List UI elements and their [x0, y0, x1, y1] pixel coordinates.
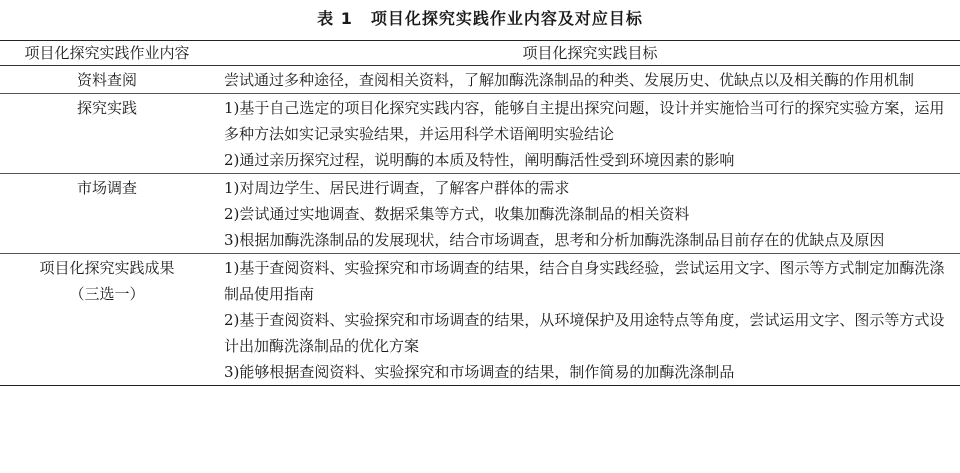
table-header-row: [0, 41, 960, 66]
row-goals-cell: [214, 66, 960, 93]
row-content-label: 项目化探究实践成果: [39, 259, 175, 277]
table-row: [0, 254, 960, 386]
row-goals-cell: [214, 254, 960, 385]
row-content-label: 资料查阅: [76, 71, 137, 89]
row-content-cell: [0, 94, 214, 173]
header-goals: 项目化探究实践目标: [522, 44, 658, 62]
goal-item: 2)尝试通过实地调查、数据采集等方式，收集加酶洗涤制品的相关资料: [224, 205, 690, 223]
table-row: [0, 94, 960, 174]
row-content-label: 市场调查: [76, 179, 137, 197]
row-content-label: 探究实践: [76, 99, 137, 117]
goal-item: 1)基于自己选定的项目化探究实践内容，能够自主提出探究问题，设计并实施恰当可行的探究实验方案，运用多种方法如实记录实验结果，并运用科学术语阐明实验结论: [224, 99, 945, 143]
row-content-cell: [0, 174, 214, 253]
row-goals-cell: [214, 174, 960, 253]
row-content-cell: [0, 254, 214, 385]
row-content-sublabel: （三选一）: [69, 285, 145, 303]
goal-item: 1)对周边学生、居民进行调查，了解客户群体的需求: [224, 179, 570, 197]
table-title: 项目化探究实践作业内容及对应目标: [370, 9, 643, 28]
goal-item: 3)能够根据查阅资料、实验探究和市场调查的结果，制作简易的加酶洗涤制品: [224, 363, 735, 381]
row-content-cell: [0, 66, 214, 93]
goals-table: [0, 40, 960, 386]
goal-item: 1)基于查阅资料、实验探究和市场调查的结果，结合自身实践经验，尝试运用文字、图示等方式制定加酶洗涤制品使用指南: [224, 259, 945, 303]
goal-item: 3)根据加酶洗涤制品的发展现状，结合市场调查，思考和分析加酶洗涤制品目前存在的优缺点及原因: [224, 231, 885, 249]
row-goals-cell: [214, 94, 960, 173]
table-row: [0, 66, 960, 94]
goal-item: 2)基于查阅资料、实验探究和市场调查的结果，从环境保护及用途特点等角度，尝试运用文字、图示等方式设计出加酶洗涤制品的优化方案: [224, 311, 945, 355]
goal-item: 2)通过亲历探究过程，说明酶的本质及特性，阐明酶活性受到环境因素的影响: [224, 151, 735, 169]
table-number: 表 1: [317, 9, 353, 28]
header-content: 项目化探究实践作业内容: [24, 44, 190, 62]
table-row: [0, 174, 960, 254]
table-caption: [0, 6, 960, 29]
goal-item: 尝试通过多种途径，查阅相关资料，了解加酶洗涤制品的种类、发展历史、优缺点以及相关酶的作用机制: [224, 71, 915, 89]
